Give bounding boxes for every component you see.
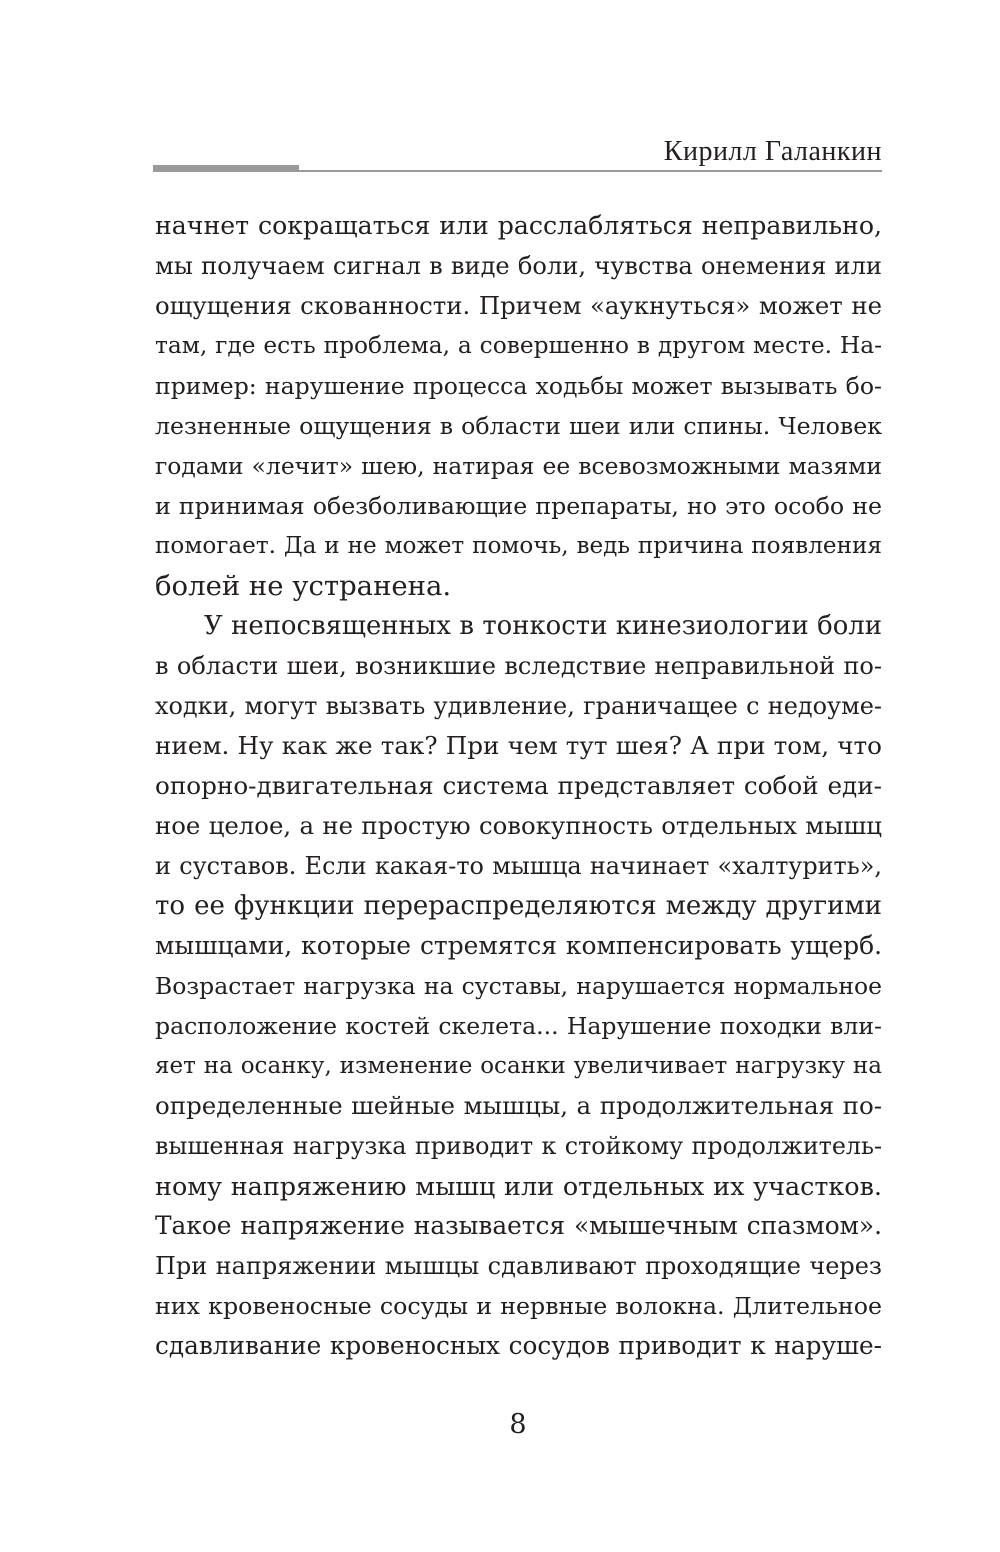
text-line: помогает. Да и не может помочь, ведь причина появления <box>155 533 882 559</box>
text-line: там, где есть проблема, а совершенно в другом месте. На- <box>155 332 882 359</box>
text-line: мышцами, которые стремятся компенсировать ущерб. <box>155 931 882 960</box>
text-line: и принимая обезболивающие препараты, но это особо не <box>155 492 882 520</box>
text-line: и суставов. Если какая-то мышца начинает «халтурить», <box>155 852 882 880</box>
text-line: лезненные ощущения в области шеи или спины. Человек <box>155 412 882 440</box>
text-line: определенные шейные мышцы, а продолжительная по- <box>155 1091 882 1120</box>
header-rule-accent <box>153 165 299 172</box>
text-line: то ее функции перераспределяются между другими <box>155 891 882 921</box>
text-line: болей не устранена. <box>155 570 452 602</box>
body-text <box>155 206 882 1366</box>
text-line: ощущения скованности. Причем «аукнуться» может не <box>155 291 882 320</box>
text-line: расположение костей скелета... Нарушение походки вли- <box>155 1012 882 1040</box>
text-line: У непосвященных в тонкости кинезиологии боли <box>204 611 882 641</box>
text-line: Такое напряжение называется «мышечным спазмом». <box>155 1211 882 1240</box>
text-line: вышенная нагрузка приводит к стойкому продолжитель- <box>155 1132 882 1160</box>
text-line: пример: нарушение процесса ходьбы может вызывать бо- <box>155 372 882 400</box>
text-line: них кровеносные сосуды и нервные волокна. Длительное <box>155 1292 882 1320</box>
text-line: опорно-двигательная система представляет собой еди- <box>155 771 882 800</box>
text-line: ное целое, а не простую совокупность отдельных мышц <box>155 811 882 840</box>
text-line: сдавливание кровеносных сосудов приводит к наруше- <box>155 1331 882 1360</box>
text-line: мы получаем сигнал в виде боли, чувства онемения или <box>155 252 882 280</box>
text-line: ному напряжению мышц или отдельных их участков. <box>155 1171 882 1201</box>
text-line: в области шеи, возникшие вследствие неправильной по- <box>155 652 882 680</box>
running-header-author: Кирилл Галанкин <box>663 136 882 167</box>
text-line: яет на осанку, изменение осанки увеличивает нагрузку на <box>155 1053 882 1079</box>
text-line: нием. Ну как же так? При чем тут шея? А при том, что <box>155 731 882 760</box>
text-line: начнет сокращаться или расслабляться неправильно, <box>155 211 882 240</box>
header-rule <box>299 170 882 172</box>
text-line: Возрастает нагрузка на суставы, нарушается нормальное <box>155 972 882 1000</box>
text-line: ходки, могут вызвать удивление, граничащее с недоуме- <box>155 692 882 720</box>
text-line: годами «лечит» шею, натирая ее всевозможными мазями <box>155 452 882 480</box>
text-line: При напряжении мышцы сдавливают проходящие через <box>155 1252 882 1280</box>
page-number: 8 <box>509 1409 527 1440</box>
